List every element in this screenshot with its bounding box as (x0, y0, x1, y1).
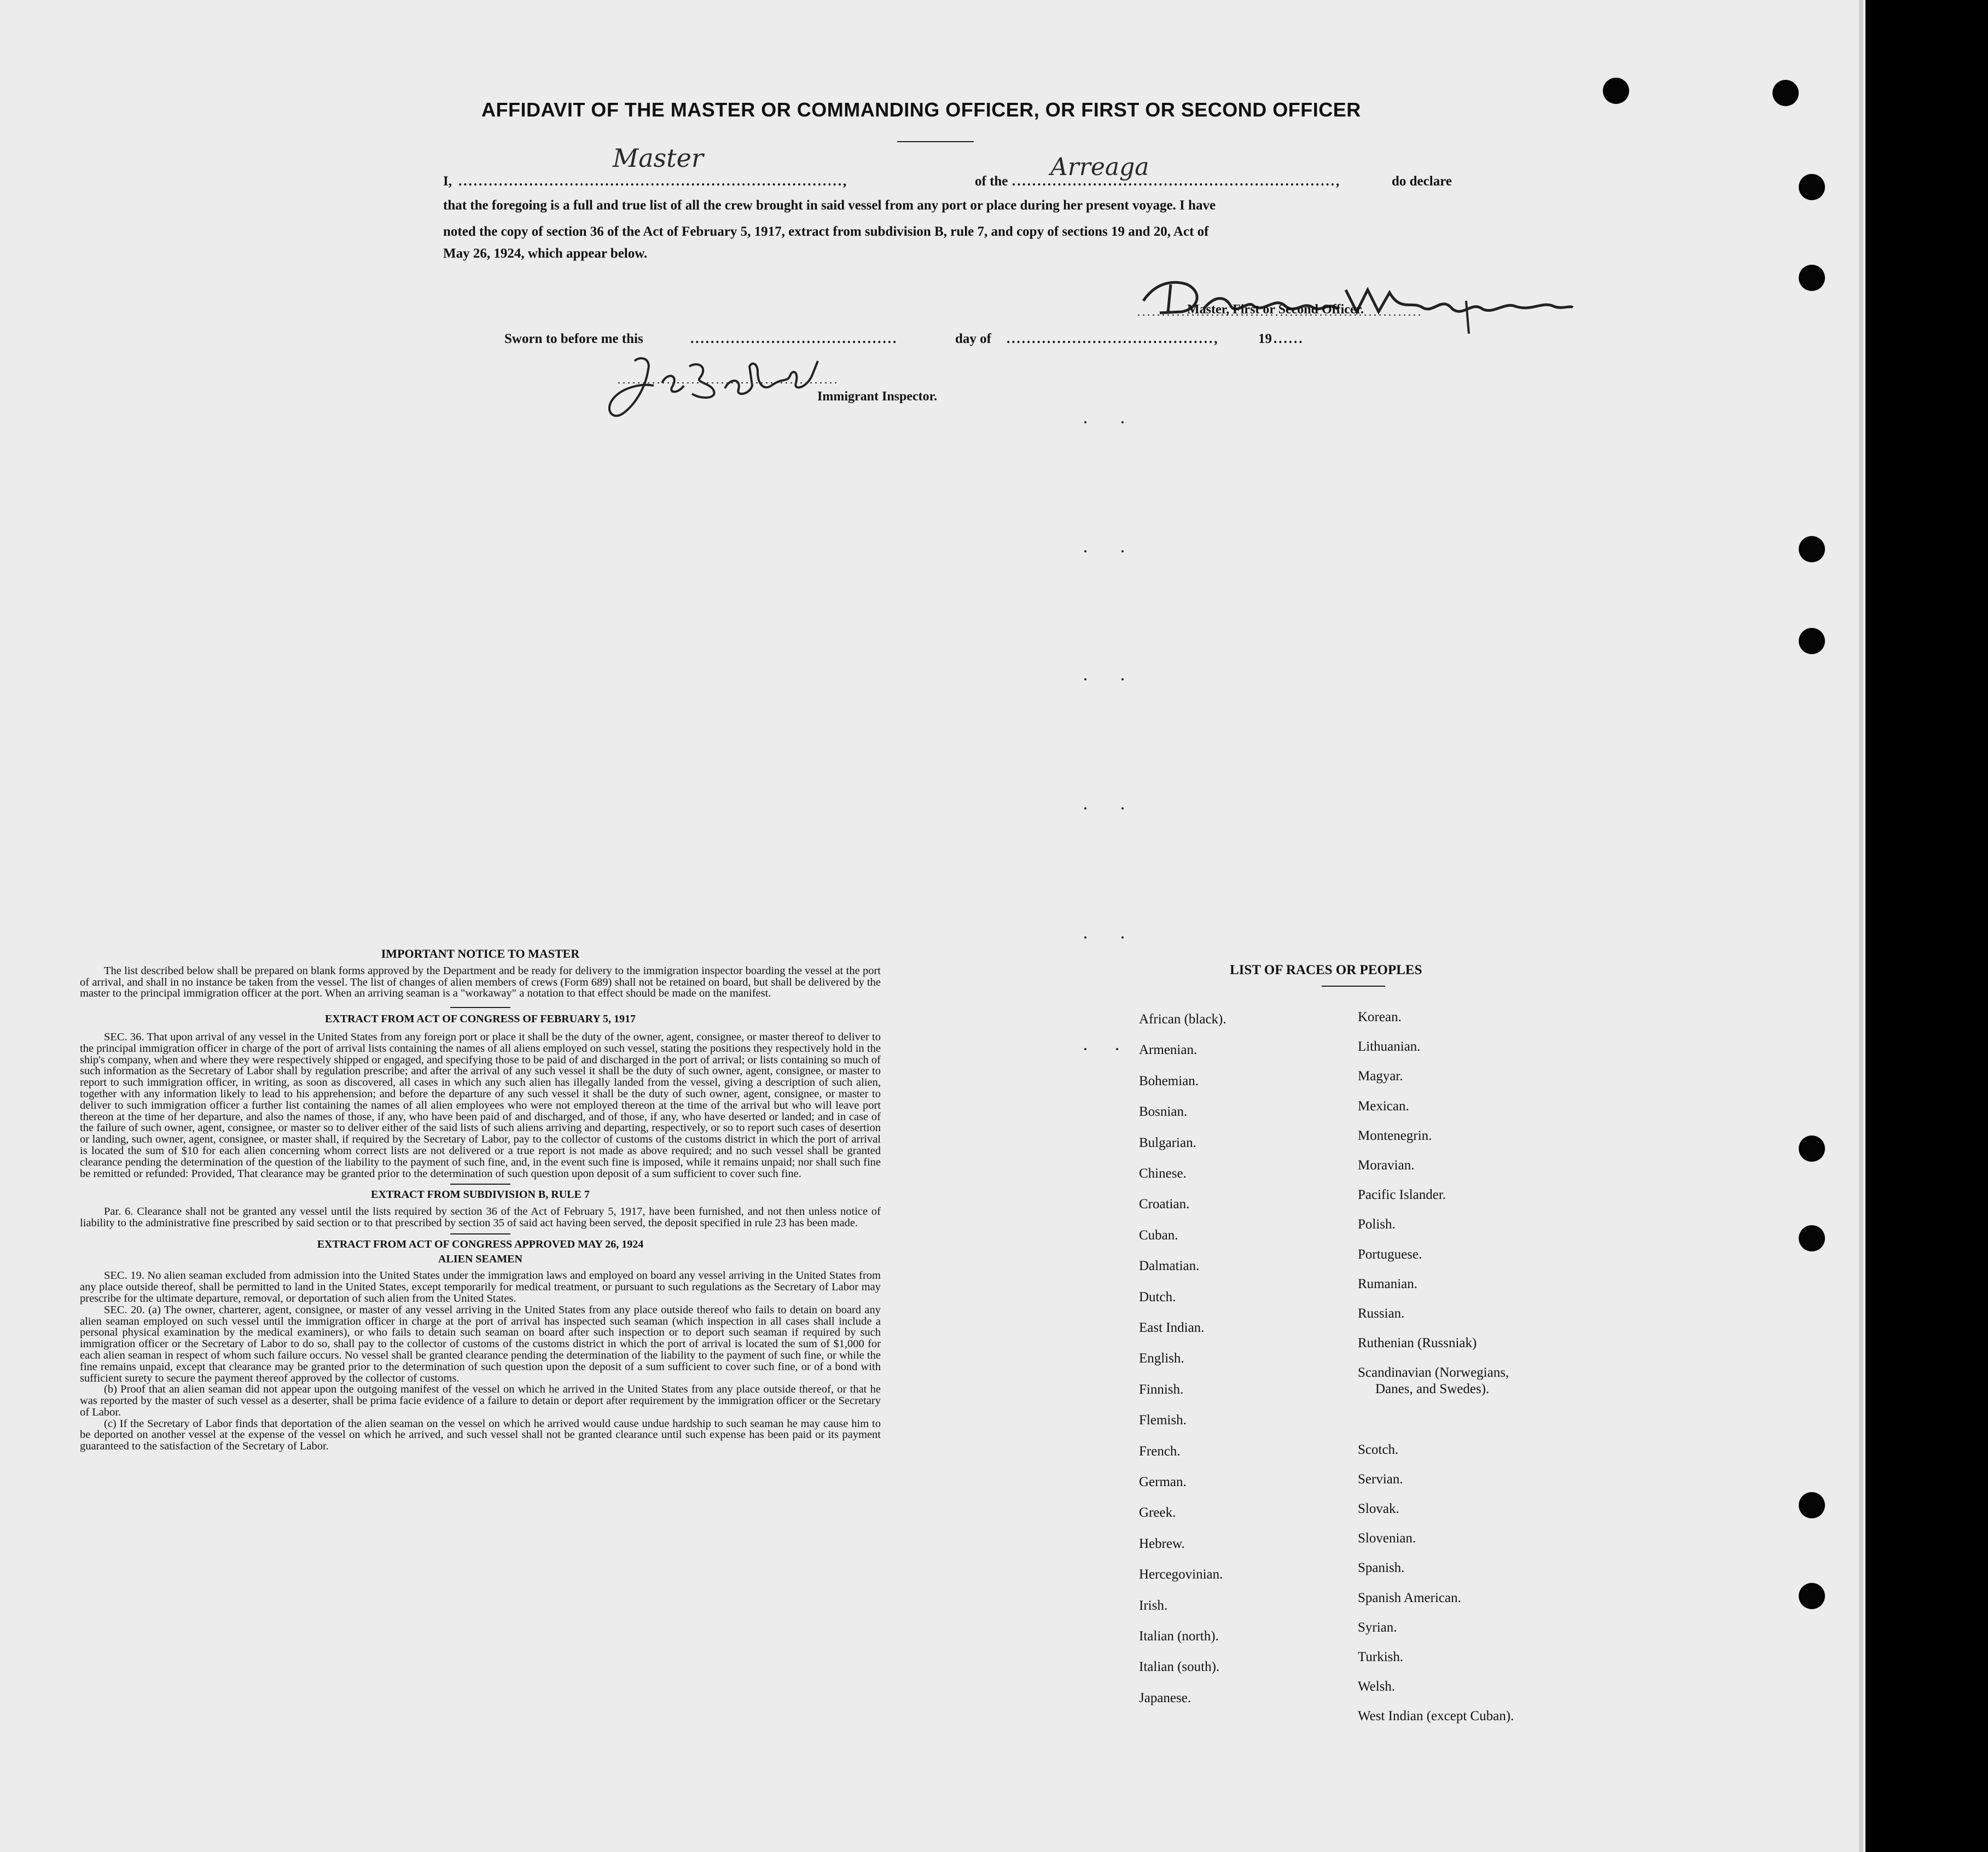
title-underline (897, 141, 974, 142)
race-item: Bosnian. (1139, 1104, 1188, 1120)
bleed-dot (1084, 421, 1086, 423)
race-item: Chinese. (1139, 1166, 1187, 1181)
sworn-label: Sworn to before me this (504, 331, 643, 346)
bleed-dot (1121, 936, 1124, 939)
race-item: French. (1139, 1443, 1181, 1459)
extract-rule7-heading: EXTRACT FROM SUBDIVISION B, RULE 7 (371, 1189, 590, 1201)
bleed-dot (1116, 1048, 1118, 1050)
race-item: Syrian. (1358, 1620, 1397, 1635)
declaration-line-2: that the foregoing is a full and true list of all the crew brought in said vessel from any port or place during her present voyage. I have (443, 198, 1216, 213)
bleed-dot (1084, 1048, 1086, 1050)
bleed-dot (1084, 550, 1086, 552)
race-item: Ruthenian (Russniak) (1358, 1336, 1477, 1351)
race-item: Hercegovinian. (1139, 1567, 1223, 1582)
race-item: Turkish. (1358, 1650, 1404, 1664)
race-item: Danes, and Swedes). (1375, 1382, 1490, 1397)
race-item: Italian (north). (1139, 1629, 1219, 1644)
bleed-dot (1121, 807, 1124, 809)
race-item: Magyar. (1358, 1069, 1403, 1084)
bleed-dot (1084, 678, 1086, 680)
race-item: Welsh. (1358, 1679, 1396, 1694)
race-item: Pacific Islander. (1358, 1187, 1446, 1203)
inspector-label: Immigrant Inspector. (817, 389, 938, 404)
race-item: Bulgarian. (1139, 1135, 1196, 1150)
year-label: 19 (1258, 331, 1272, 346)
race-item: Greek. (1139, 1505, 1176, 1521)
race-item: Italian (south). (1139, 1659, 1220, 1675)
race-item: Armenian. (1139, 1043, 1198, 1058)
race-item: German. (1139, 1475, 1187, 1489)
alien-seamen-heading: ALIEN SEAMEN (438, 1253, 522, 1265)
race-item: Scotch. (1358, 1442, 1399, 1457)
dotted-leader: ......................................... (690, 331, 898, 346)
race-item: Portuguese. (1358, 1247, 1422, 1262)
race-item: Cuban. (1139, 1227, 1178, 1243)
page-edge (1859, 0, 1863, 1852)
race-item: Slovenian. (1358, 1531, 1416, 1546)
race-item: Flemish. (1139, 1413, 1187, 1428)
race-item: Finnish. (1139, 1382, 1184, 1397)
bleed-dot (1121, 550, 1124, 552)
notice-divider (450, 1007, 510, 1008)
race-item: Lithuanian. (1358, 1039, 1421, 1055)
punch-hole (1603, 78, 1629, 104)
master-signature (1138, 263, 1576, 339)
race-item: Spanish. (1358, 1560, 1405, 1576)
notice-divider (450, 1233, 510, 1234)
section-20b-text: (b) Proof that an alien seaman did not appear upon the outgoing manifest of the vessel on which he arrived in the United States from any place outside thereof, or that he was reported by the master of such vessel as a deserter, shall be prima facie evidence of a failure to detain or deport after requirement by the immigration officer or the Secretary of Labor. (80, 1383, 881, 1418)
dotted-leader: ................................................................, (1012, 174, 1341, 189)
vessel-handwriting: Arreaga (1050, 153, 1149, 181)
race-item: Spanish American. (1358, 1590, 1461, 1605)
dotted-leader: ........................................., (1007, 331, 1219, 346)
do-declare-label: do declare (1392, 174, 1452, 189)
inspector-signature (602, 345, 853, 427)
declaration-line-3: noted the copy of section 36 of the Act of February 5, 1917, extract from subdivision B, rule 7, and copy of sections 19 and 20, Act of (443, 224, 1209, 239)
race-item: English. (1139, 1351, 1184, 1366)
race-item: Hebrew. (1139, 1536, 1185, 1551)
bleed-dot (1121, 678, 1124, 680)
race-item: Montenegrin. (1358, 1128, 1432, 1143)
master-handwriting: Master (613, 143, 704, 173)
races-title: LIST OF RACES OR PEOPLES (1230, 963, 1422, 977)
race-item: Scandinavian (Norwegians, (1358, 1365, 1509, 1381)
punch-hole (1799, 265, 1825, 291)
race-item: Polish. (1358, 1217, 1396, 1232)
race-item: Slovak. (1358, 1501, 1399, 1516)
race-item: Dalmatian. (1139, 1259, 1200, 1274)
extract-1924-heading: EXTRACT FROM ACT OF CONGRESS APPROVED MAY 26, 1924 (317, 1238, 644, 1250)
section-36-text: SEC. 36. That upon arrival of any vessel in the United States from any foreign port or place it shall be the duty of the owner, agent, consignee, or master thereof to deliver to the principal immigration officer in charge of the port of arrival lists containing the names of all aliens employed on such vessel, stating the positions they respectively hold in the ship's company, when and where they were respectively shipped or engaged, and specifying those to be paid of and discharged in the port of arrival; or lists containing so much of such information as the Secretary of Labor shall by regulation prescribe; and after the arrival of any such vessel it shall be the duty of such owner, agent, consignee, or master to report to such immigration officer, in writing, as soon as discovered, all cases in which any such alien has illegally landed from the vessel, giving a description of such alien, together with any information likely to lead to his apprehension; and before the departure of any such vessel it shall be the duty of such owner, agent, consignee, or master to deliver to such immigration officer a further list containing the names of all alien employees who were not employed thereon at the time of the arrival but who will leave port thereon at the time of her departure, and also the names of those, if any, who have been paid of and discharged, and of those, if any, who have deserted or landed; and in case of the failure of such owner, agent, consignee, or master so to deliver either of the said lists of such aliens arriving and departing, respectively, or so to report such cases of desertion or landing, such owner, agent, consignee, or master shall, if required by the Secretary of Labor, pay to the collector of customs of the customs district in which the port of arrival is located the sum of $10 for each alien concerning whom correct lists are not delivered or a true report is not made as above required; and no such vessel shall be granted clearance pending the determination of the question of the liability to the payment of such fine, and, in the event such fine is imposed, while it remains unpaid; nor shall such fine be remitted or refunded: Provided, That clearance may be granted prior to the determination of such question upon deposit of a sum sufficient to cover such fine. (80, 1030, 881, 1180)
section-20c-text: (c) If the Secretary of Labor finds that deportation of the alien seaman on the vessel on which he arrived would cause undue hardship to such seaman he may cause him to be deported on another vessel at the expense of the vessel on which he arrived, and such vessel shall not be granted clearance until such expense has been paid or its payment guaranteed to the satisfaction of the Secretary of Labor. (80, 1417, 881, 1453)
signature-label: Master, First or Second Officer. (1187, 302, 1364, 317)
punch-hole (1772, 80, 1799, 106)
declaration-line-4: May 26, 1924, which appear below. (443, 246, 648, 261)
bleed-dot (1084, 936, 1086, 939)
punch-hole (1799, 174, 1825, 200)
race-item: Korean. (1358, 1010, 1402, 1024)
race-item: African (black). (1139, 1012, 1226, 1027)
race-item: Russian. (1358, 1306, 1405, 1321)
of-the-label: of the (975, 174, 1008, 189)
race-item: Irish. (1139, 1598, 1168, 1613)
day-of-label: day of (955, 331, 991, 346)
extract-1917-heading: EXTRACT FROM ACT OF CONGRESS OF FEBRUARY 5, 1917 (324, 1013, 636, 1026)
race-item: West Indian (except Cuban). (1358, 1709, 1514, 1724)
section-19-text: SEC. 19. No alien seaman excluded from admission into the United States under the immigration laws and employed on board any vessel arriving in the United States from any place outside thereof, shall be permitted to land in the United States, except temporarily for medical treatment, or pursuant to such regulations as the Secretary of Labor may prescribe for the ultimate departure, removal, or deportation of such alien from the United States. (80, 1269, 881, 1304)
punch-hole (1799, 536, 1825, 562)
notice-heading: IMPORTANT NOTICE TO MASTER (381, 947, 580, 960)
race-item: Croatian. (1139, 1197, 1190, 1212)
dotted-leader: ............................................................................, (458, 174, 848, 189)
bleed-dot (1121, 421, 1124, 423)
punch-hole (1799, 1583, 1825, 1609)
punch-hole (1799, 628, 1825, 654)
punch-hole (1799, 1492, 1825, 1518)
race-item: East Indian. (1139, 1320, 1205, 1335)
race-item: Servian. (1358, 1471, 1403, 1487)
notice-block (80, 948, 881, 1452)
bleed-dot (1084, 807, 1086, 809)
notice-divider (450, 1184, 510, 1185)
affidavit-title: AFFIDAVIT OF THE MASTER OR COMMANDING OFFICER, OR FIRST OR SECOND OFFICER (481, 98, 1361, 121)
race-item: Rumanian. (1358, 1276, 1418, 1291)
punch-hole (1799, 1225, 1825, 1251)
declarant-prefix: I, (443, 174, 452, 189)
punch-hole (1799, 1135, 1825, 1162)
race-item: Moravian. (1358, 1158, 1415, 1173)
race-item: Bohemian. (1139, 1073, 1199, 1088)
section-20a-text: SEC. 20. (a) The owner, charterer, agent, consignee, or master of any vessel arriving in the United States from any place outside thereof who fails to detain on board any alien seaman employed on such vessel until the immigration officer in charge at the port of arrival has inspected such seaman (which inspection in all cases shall include a personal physical examination by the medical examiners), or who fails to detain such seaman on board after such inspection or to deport such seaman if required by such immigration officer or the Secretary of Labor to do so, shall pay to the collector of customs of the customs district in which the port of arrival is located the sum of $1,000 for each alien seaman in respect of whom such failure occurs. No vessel shall be granted clearance pending the determination of the liability to the payment of such fine, or while the fine remains unpaid, except that clearance may be granted prior to the determination of such question upon the deposit of a sum sufficient to cover such fine, or of a bond with sufficient surety to secure the payment thereof approved by the collector of customs. (80, 1303, 881, 1384)
dotted-leader: ...... (1274, 331, 1304, 346)
race-item: Dutch. (1139, 1289, 1176, 1304)
notice-paragraph: The list described below shall be prepared on blank forms approved by the Department and be ready for delivery to the immigration inspector boarding the vessel at the port of arrival, and shall in no instance be taken from the vessel. The list of changes of alien members of crews (Form 689) shall not be retained on board, but shall be delivered by the master to the principal immigration officer at the port. When an arriving seaman is a "workaway" a notation to that effect should be made on the manifest. (80, 964, 881, 1000)
race-item: Japanese. (1139, 1690, 1191, 1705)
race-item: Mexican. (1358, 1098, 1409, 1114)
paragraph-6-text: Par. 6. Clearance shall not be granted any vessel until the lists required by section 36 of the Act of February 5, 1917, have been furnished, and not then unless notice of liability to the administrative fine prescribed by said section or to that prescribed by section 35 of said act having been served, the deposit specified in rule 23 has been made. (80, 1205, 881, 1229)
races-title-underline (1322, 986, 1385, 987)
